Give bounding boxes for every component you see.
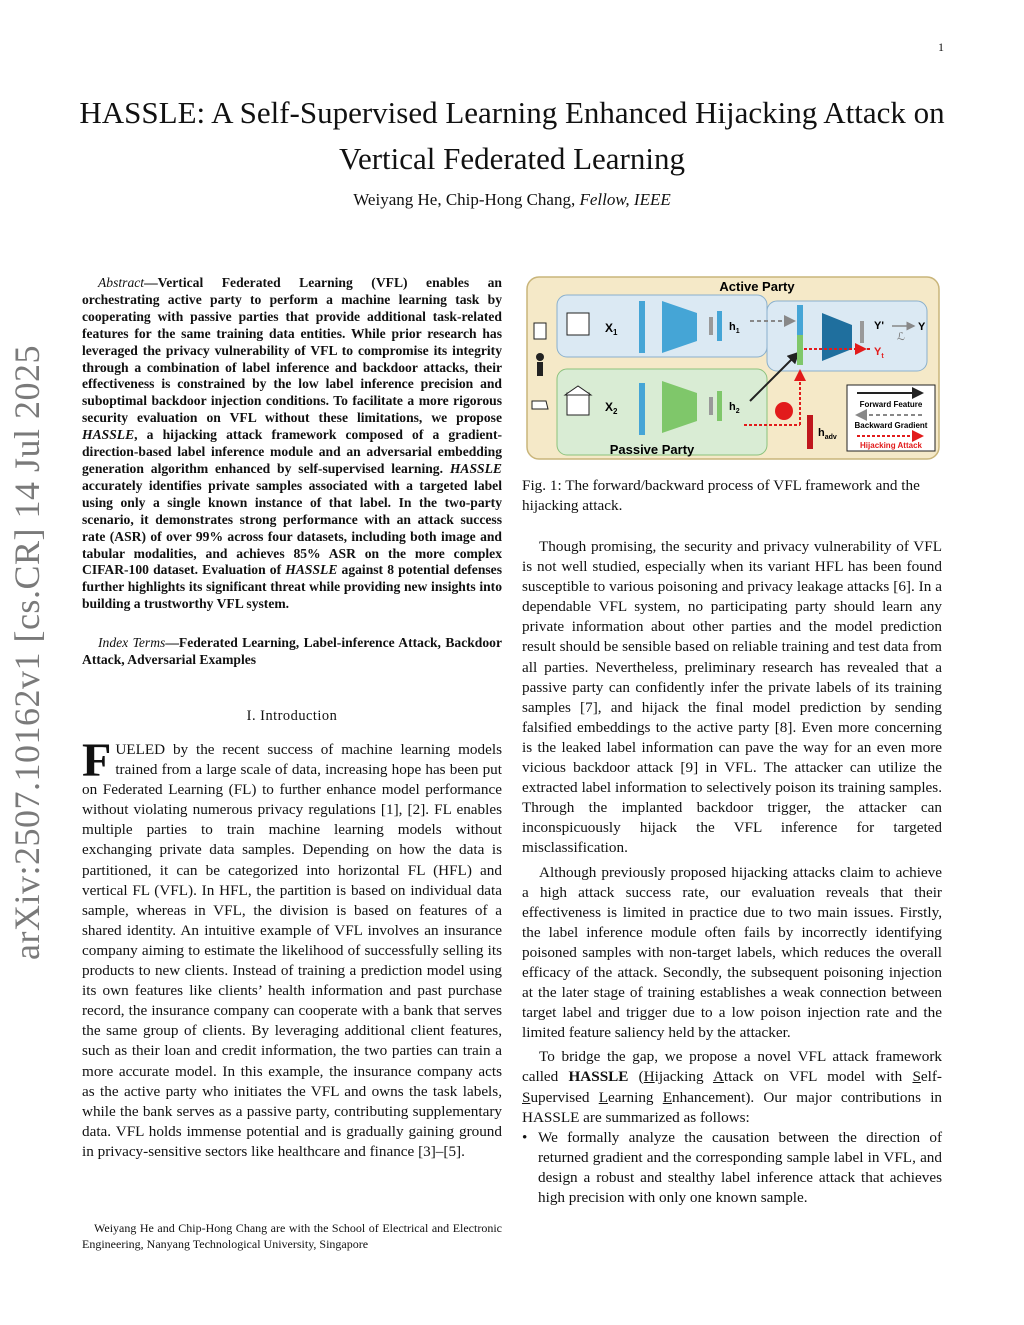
- proposal-text-a: To bridge the gap, we propose a novel VFL attack framework called: [522, 1048, 942, 1086]
- abstract-text-3: accurately identifies private samples associated with a targeted label using only a single known instance of that label. In the two-party scenario, it demonstrates strong performance with an attack success rate (ASR) of over 99% across four datasets, including both image and tabular modalities, and achieves 85% ASR on the more complex CIFAR-100 dataset. Evaluation of: [82, 477, 502, 578]
- paper-title: [60, 90, 964, 182]
- input-bar-1: [639, 301, 645, 353]
- abstract-text-2: , a hijacking attack framework composed of a gradient-direction-based label inference module and an adversarial embedding generation algorithm enhanced by self-supervised learning.: [82, 427, 502, 476]
- figure-vfl-diagram: [522, 273, 942, 463]
- active-party-label: Active Party: [719, 279, 795, 294]
- legend-hijack: Hijacking Attack: [860, 441, 922, 450]
- person-icon: [536, 353, 544, 361]
- author-line: [60, 190, 964, 210]
- drop-cap: F: [82, 734, 112, 787]
- index-terms: [82, 635, 502, 669]
- paragraph-vulnerability: Though promising, the security and privacy vulnerability of VFL is not well studied, especially when its variant HFL has been found susceptible to various poisoning and privacy leakage attacks [6]. In a dependable VFL system, no participating party should learn any private information about other parties and the model prediction result should be sensible based on reliable training and test data from all parties. Nevertheless, preliminary research has revealed that a passive party can confidently infer the private labels of its training samples [7], and hijack the final model prediction by sending falsified embeddings to the active party [8]. Even more concerning is the leaked label information can pave the way for an even more vicious backdoor attack [9] in VFL. The attacker can utilize the extracted label information to selectively poison its training samples. Through the implanted backdoor trigger, the attacker can inconspicuously hijack the VFL inference for targeted misclassification.: [522, 538, 942, 857]
- x2-sub: 2: [613, 407, 618, 416]
- adversarial-embedding-bar: [807, 415, 813, 449]
- acronym-s1: S: [912, 1068, 921, 1086]
- page-number: 1: [938, 40, 944, 54]
- hand-icon: [532, 401, 548, 409]
- x1-label: X: [605, 321, 614, 335]
- abstract-hassle-1: HASSLE: [82, 427, 135, 443]
- title-line-2: Vertical Federated Learning: [339, 141, 685, 176]
- author-role: Fellow, IEEE: [579, 190, 671, 209]
- attacker-devil-icon: [775, 402, 793, 420]
- contribution-bullet-1: [522, 1128, 942, 1208]
- yt-label: Y: [874, 346, 882, 358]
- input-bar-2: [639, 383, 645, 435]
- section-heading: I. Introduction: [246, 708, 338, 724]
- figure-caption: Fig. 1: The forward/backward process of VFL framework and the hijacking attack.: [522, 477, 920, 515]
- acronym-e: E: [662, 1088, 672, 1106]
- proposal-text-d: ttack on VFL model with: [723, 1068, 913, 1086]
- y-label: Y: [918, 321, 926, 333]
- proposal-text-f: upervised: [530, 1088, 599, 1106]
- acronym-a: A: [712, 1068, 724, 1086]
- right-column-text: [522, 537, 942, 1208]
- footnote: Weiyang He and Chip-Hong Chang are with the School of Electrical and Electronic Engineering, Nanyang Technological University, Singapore: [82, 1221, 502, 1251]
- active-concat-blue: [797, 305, 803, 335]
- legend-forward: Forward Feature: [859, 400, 923, 409]
- bullet-symbol: •: [522, 1128, 528, 1146]
- arxiv-watermark: arXiv:2507.10162v1 [cs.CR] 14 Jul 2025: [7, 345, 47, 960]
- embedding-bar-1: [717, 311, 722, 341]
- legend-backward: Backward Gradient: [854, 421, 928, 430]
- introduction-text: UELED by the recent success of machine learning models trained from a large scale of data, increasing hope has been put on Federated Learning (FL) to further enhance model performance without violating numerous privacy regulations [1], [2]. FL enables multiple parties to train machine learning models without exchanging private data samples. Depending on how the data is partitioned, it can be categorized into horizontal FL (HFL) and vertical FL (VFL). In HFL, the partition is based on individual data sample, whereas in VFL, the division is based on features of a shared identity. An intuitive example of VFL involves an insurance company aiming to estimate the likelihood of successfully selling its products to new clients. Instead of training a prediction model using its own features like clients’ health information and past purchase record, the insurance company can cooperate with a bank that serves the same group of clients. By leveraging additional client features, such as their loan and credit information, the two parties can train a more accurate model. In this example, the insurance company acts as the active party who initiates the VFL and owns the task labels, while the bank serves as a passive party, contributing supplementary data. VFL holds immense potential and is gradually gaining ground in privacy-sensitive sectors like healthcare and finance [3]–[5].: [82, 741, 502, 1160]
- x2-label: X: [605, 400, 614, 414]
- introduction-paragraph: [82, 734, 502, 1162]
- abstract: [82, 275, 502, 613]
- proposal-text-h: nhancement). Our major contributions in HASSLE are summarized as follows:: [522, 1088, 943, 1126]
- hadv-sub: adv: [824, 434, 837, 441]
- proposal-text-c: ijacking: [654, 1068, 713, 1086]
- hadv-label: h: [818, 427, 825, 439]
- h1-sub: 1: [735, 328, 740, 335]
- hospital-icon: [567, 313, 589, 335]
- paragraph-proposal: [522, 1047, 942, 1127]
- bullet-text: We formally analyze the causation between the direction of returned gradient and the corresponding sample label in VFL, and design a robust and stealthy label inference attack that achieves high precision with only one known sample.: [538, 1128, 942, 1206]
- index-terms-label: Index Terms: [98, 635, 166, 650]
- proposal-text-b: (: [628, 1068, 644, 1086]
- embedding-bar-2: [717, 391, 722, 421]
- abstract-hassle-2: HASSLE: [449, 460, 502, 476]
- document-icon: [534, 323, 546, 339]
- vfl-diagram-svg: [522, 273, 942, 463]
- title-line-1: HASSLE: A Self-Supervised Learning Enhanced Hijacking Attack on: [79, 95, 945, 130]
- abstract-text-1: —Vertical Federated Learning (VFL) enables an orchestrating active party to perform a machine learning task by cooperating with passive parties that provide additional task-related features for the same training data entities. While prior research has leveraged the privacy vulnerability of VFL to compromise its integrity through a combination of label inference and backdoor attacks, their effectiveness is constrained by the low label inference precision and suboptimal backdoor injection conditions. To facilitate a more rigorous security evaluation on VFL without these limitations, we propose: [82, 275, 502, 426]
- abstract-label: Abstract: [98, 275, 145, 290]
- x1-sub: 1: [613, 328, 618, 337]
- y-prime-label: Y': [874, 320, 884, 332]
- h2-sub: 2: [735, 408, 740, 415]
- paragraph-limitations: Although previously proposed hijacking attacks claim to achieve a high attack success rate, our evaluation reveals that their effectiveness is limited in practice due to two main issues. Firstly, the label inference module often fails by incorrectly identifying poisoned samples with non-target labels, which reduces the overall efficacy of the attack. Secondly, the subsequent poisoning injection at the later stage of training establishes a weak connection between target label and trigger due to a low poison injection rate and the limited feature saliency held by the attacker.: [522, 863, 942, 1042]
- acronym-s2: S: [522, 1088, 531, 1106]
- abstract-text-4: against 8 potential defenses further highlights its significant threat while providing new insights into building a trustworthy VFL system.: [82, 562, 502, 612]
- acronym-h: H: [643, 1068, 655, 1086]
- passive-party-label: Passive Party: [609, 442, 695, 457]
- h2-label: h: [729, 401, 736, 413]
- loss-symbol: ℒ: [897, 331, 905, 343]
- proposal-text-g: earning: [607, 1088, 663, 1106]
- index-terms-text: —Federated Learning, Label-inference Attack, Backdoor Attack, Adversarial Examples: [82, 635, 502, 667]
- proposal-hassle: HASSLE: [568, 1068, 629, 1086]
- yt-sub: t: [881, 353, 884, 360]
- author-names: Weiyang He, Chip-Hong Chang,: [353, 190, 576, 209]
- bank-icon: [567, 393, 589, 415]
- proposal-text-e: elf-: [920, 1068, 942, 1086]
- acronym-l: L: [598, 1088, 608, 1106]
- active-concat-green: [797, 335, 803, 365]
- abstract-hassle-3: HASSLE: [285, 562, 338, 578]
- h1-label: h: [729, 321, 736, 333]
